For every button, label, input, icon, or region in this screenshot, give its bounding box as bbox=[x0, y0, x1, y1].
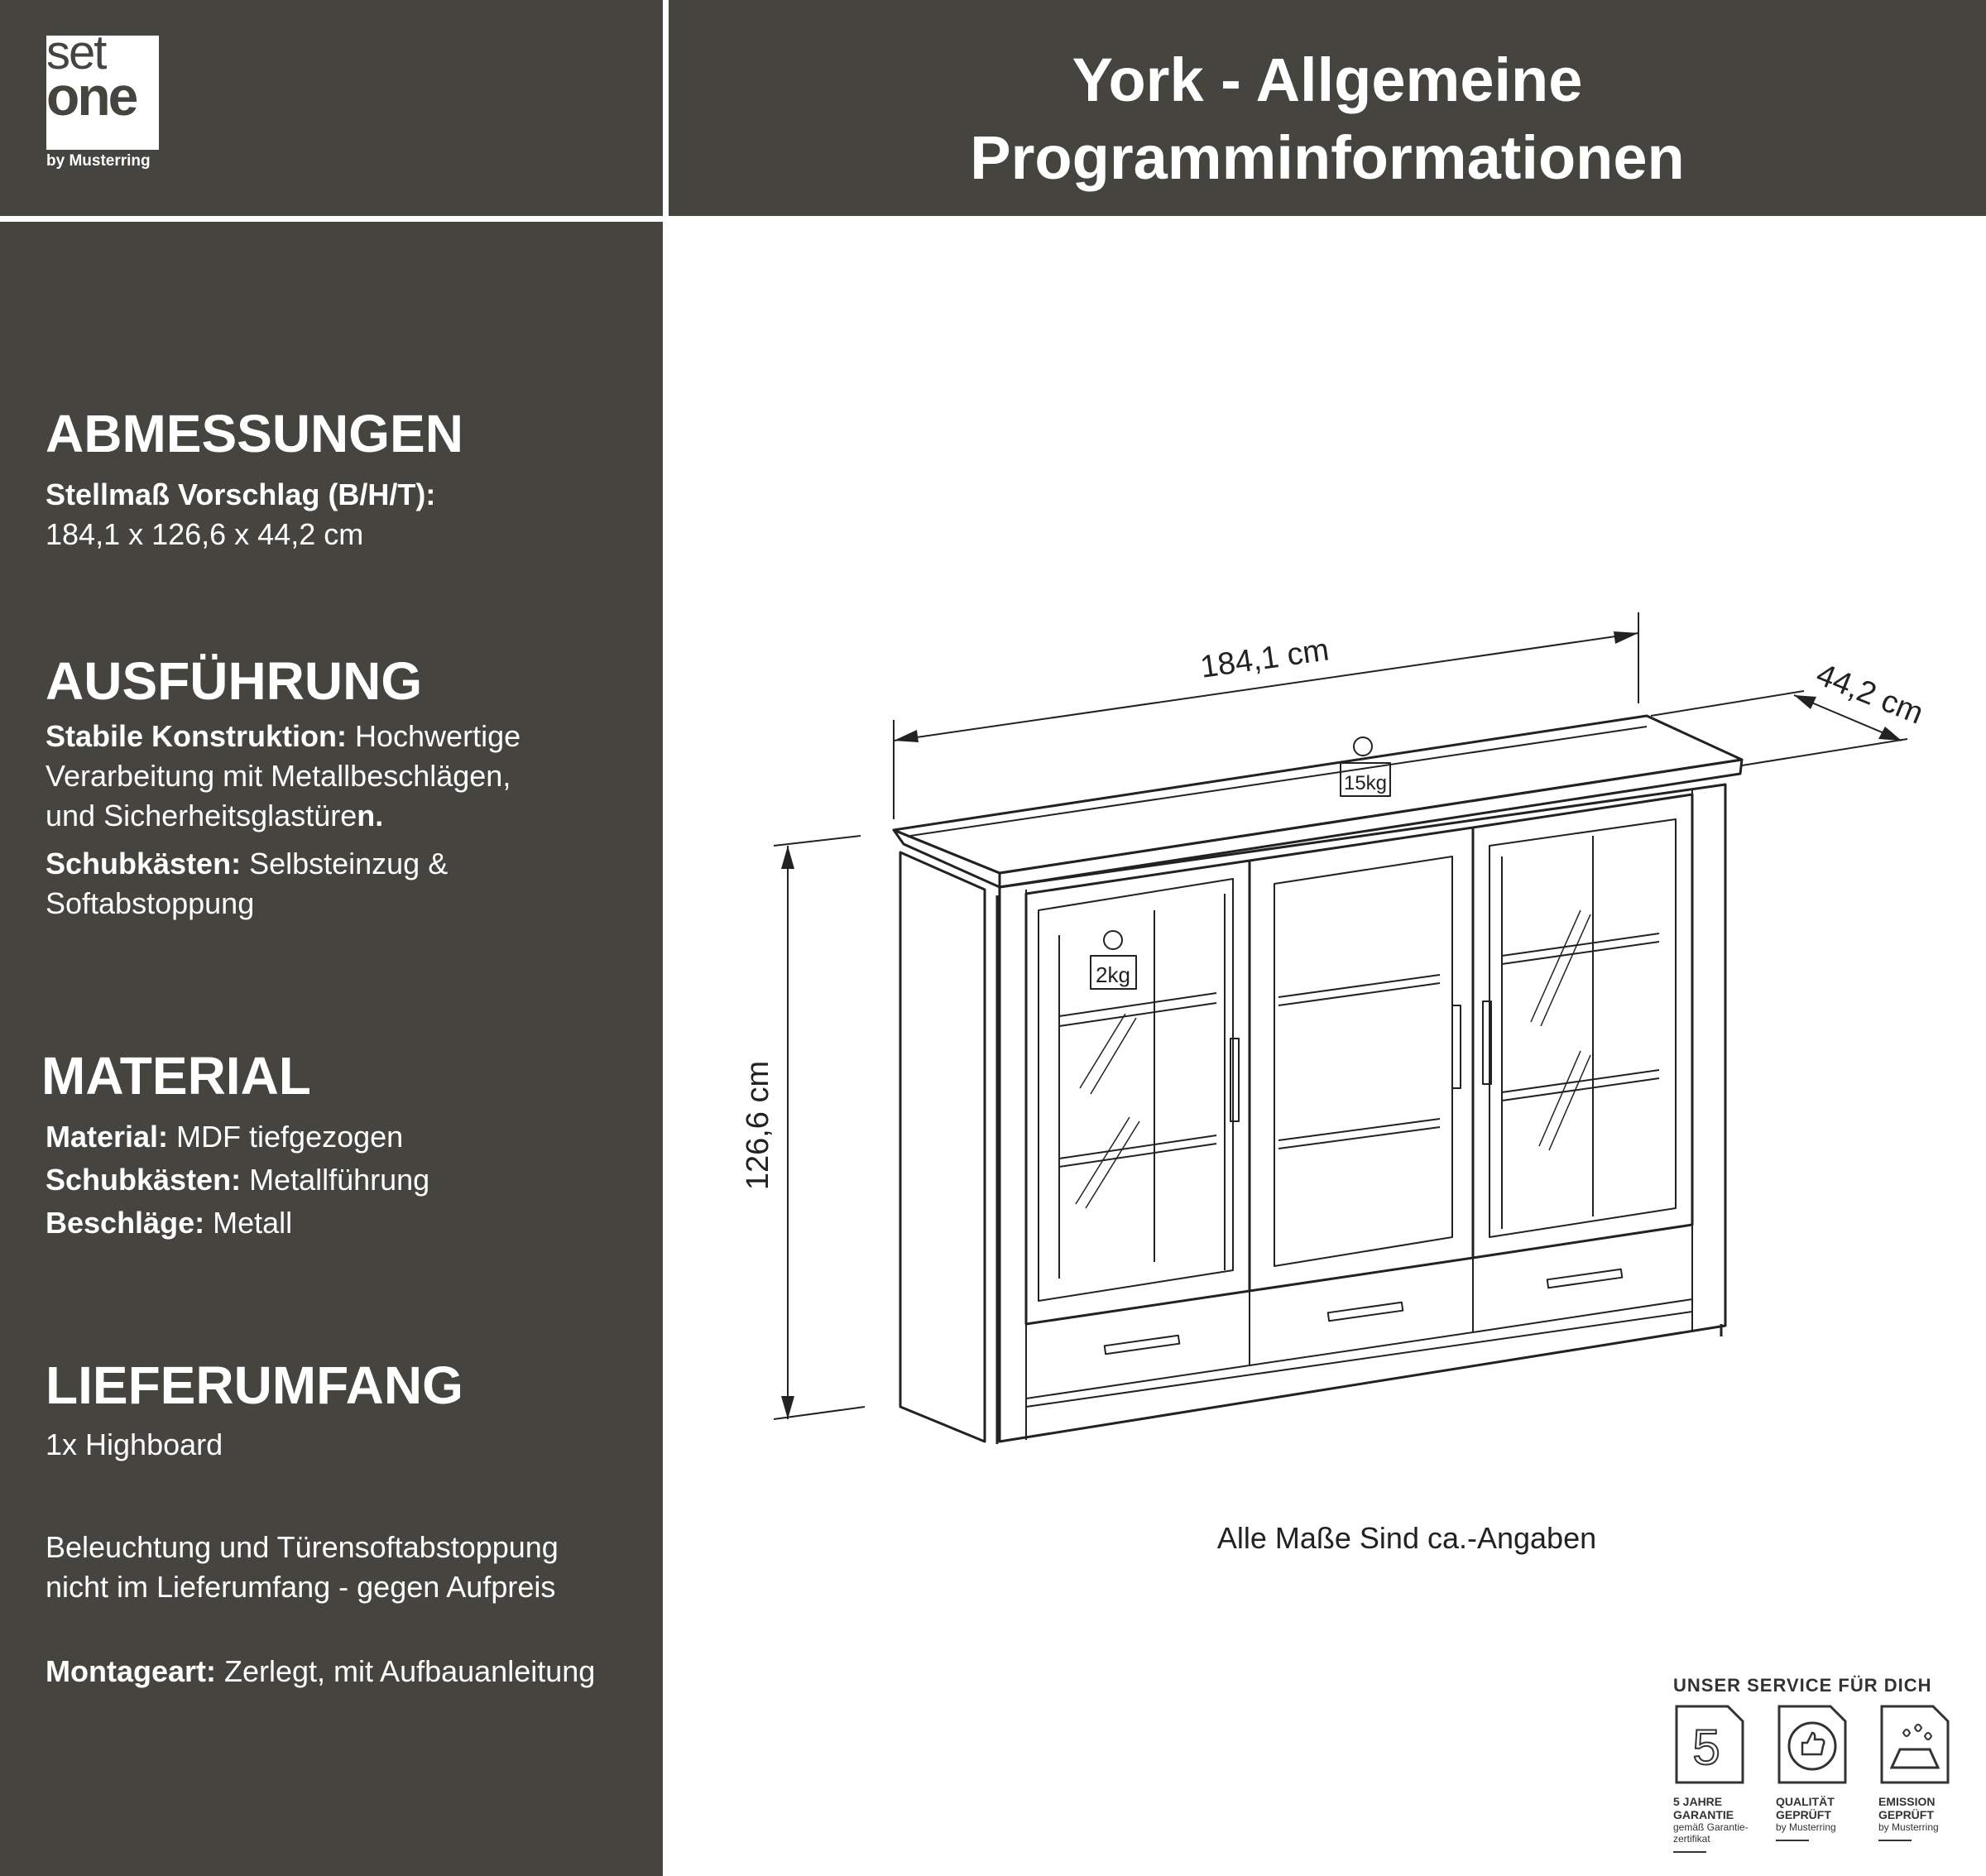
top-load-label: 15kg bbox=[1343, 772, 1388, 794]
five-year-icon bbox=[1673, 1703, 1746, 1786]
material-value: MDF tiefgezogen bbox=[168, 1120, 404, 1154]
delivery-note bbox=[46, 1528, 658, 1607]
material-text bbox=[46, 1116, 658, 1245]
quality-line-1: QUALITÄT bbox=[1776, 1795, 1835, 1808]
title-panel bbox=[669, 0, 1986, 216]
emission-line-2: GEPRÜFT bbox=[1878, 1808, 1934, 1821]
assembly-label: Montageart: bbox=[46, 1654, 216, 1688]
dimensions-text bbox=[46, 475, 658, 554]
emission-icon bbox=[1878, 1703, 1951, 1786]
logo-panel bbox=[0, 0, 663, 216]
delivery-note-line-1: Beleuchtung und Türensoftabstoppung bbox=[46, 1530, 559, 1564]
delivery-item: 1x Highboard bbox=[46, 1427, 223, 1461]
height-dimension-label: 126,6 cm bbox=[741, 1060, 775, 1191]
dimensions-heading: ABMESSUNGEN bbox=[46, 404, 463, 463]
dimensions-note: Alle Maße Sind ca.-Angaben bbox=[1216, 1521, 1597, 1555]
dimensions-label: Stellmaß Vorschlag (B/H/T): bbox=[46, 477, 436, 511]
thumbs-up-seal-icon bbox=[1776, 1703, 1849, 1786]
material-drawers-value: Metallführung bbox=[241, 1163, 430, 1197]
page-title bbox=[669, 41, 1986, 197]
construction-text-2: Verarbeitung mit Metallbeschlägen, bbox=[46, 759, 511, 793]
construction-label: Stabile Konstruktion: bbox=[46, 719, 348, 753]
width-dimension-label: 184,1 cm bbox=[1198, 632, 1331, 685]
warranty-line-2: GARANTIE bbox=[1673, 1808, 1734, 1821]
material-label: Material: bbox=[46, 1120, 169, 1154]
logo-word-set: set bbox=[46, 26, 106, 79]
dimensions-value: 184,1 x 126,6 x 44,2 cm bbox=[46, 517, 364, 551]
page-title-line-2: Programminformationen bbox=[970, 123, 1685, 192]
quality-sub-1: by Musterring bbox=[1776, 1821, 1836, 1833]
fittings-value: Metall bbox=[204, 1206, 293, 1240]
quality-divider bbox=[1776, 1840, 1809, 1841]
service-title: UNSER SERVICE FÜR DICH bbox=[1673, 1675, 1932, 1696]
logo bbox=[46, 26, 159, 150]
material-heading: MATERIAL bbox=[41, 1046, 311, 1106]
execution-heading: AUSFÜHRUNG bbox=[46, 651, 423, 711]
emission-sub-1: by Musterring bbox=[1878, 1821, 1939, 1833]
service-item-quality bbox=[1776, 1703, 1867, 1841]
assembly-text bbox=[46, 1652, 658, 1691]
service-item-warranty bbox=[1673, 1703, 1764, 1853]
warranty-divider bbox=[1673, 1851, 1706, 1853]
highboard-drawing bbox=[669, 222, 1986, 1876]
warranty-sub-1: gemäß Garantie- bbox=[1673, 1821, 1749, 1833]
execution-drawers-text-2: Softabstoppung bbox=[46, 886, 255, 920]
shelf-load-label: 2kg bbox=[1096, 962, 1130, 987]
service-item-emission bbox=[1878, 1703, 1969, 1841]
quality-line-2: GEPRÜFT bbox=[1776, 1808, 1831, 1821]
construction-text-4: n. bbox=[357, 799, 384, 832]
execution-construction-text bbox=[46, 717, 658, 836]
delivery-heading: LIEFERUMFANG bbox=[46, 1355, 463, 1415]
assembly-value: Zerlegt, mit Aufbauanleitung bbox=[216, 1654, 596, 1688]
logo-subline: by Musterring bbox=[46, 152, 151, 170]
warranty-line-1: 5 JAHRE bbox=[1673, 1795, 1723, 1808]
warranty-sub-2: zertifikat bbox=[1673, 1833, 1710, 1845]
material-drawers-label: Schubkästen: bbox=[46, 1163, 242, 1197]
execution-drawers-text-1: Selbsteinzug & bbox=[241, 847, 449, 880]
depth-dimension-label: 44,2 cm bbox=[1811, 657, 1929, 732]
execution-drawers-label: Schubkästen: bbox=[46, 847, 242, 880]
fittings-label: Beschläge: bbox=[46, 1206, 205, 1240]
info-sidebar bbox=[0, 222, 663, 1876]
emission-divider bbox=[1878, 1840, 1912, 1841]
construction-text-3: und Sicherheitsglastüre bbox=[46, 799, 357, 832]
emission-line-1: EMISSION bbox=[1878, 1795, 1936, 1808]
execution-drawers-text bbox=[46, 844, 658, 924]
construction-text-1: Hochwertige bbox=[347, 719, 521, 753]
svg-text:5: 5 bbox=[1692, 1720, 1720, 1775]
logo-word-one: one bbox=[46, 65, 137, 127]
page-title-line-1: York - Allgemeine bbox=[1072, 46, 1583, 114]
delivery-note-line-2: nicht im Lieferumfang - gegen Aufpreis bbox=[46, 1570, 556, 1604]
